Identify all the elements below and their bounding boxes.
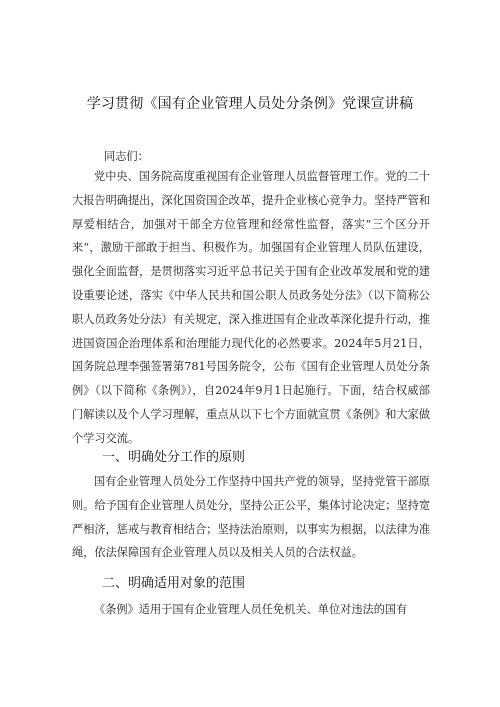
document-title: 学习贯彻《国有企业管理人员处分条例》党课宣讲稿	[86, 96, 414, 112]
section-heading-1: 一、明确处分工作的原则	[102, 450, 246, 465]
paragraph-scope	[72, 598, 430, 622]
paragraph-intro	[72, 165, 430, 451]
paragraph-principles	[72, 470, 430, 565]
section-heading-2: 二、明确适用对象的范围	[102, 576, 246, 591]
paragraph-intro-text: 党中央、国务院高度重视国有企业管理人员监督管理工作。党的二十大报告明确提出，深化国资国企改革，提升企业核心竞争力。坚持严管和厚爱相结合，加强对干部全方位管理和经常性监督，落实“三个区分开来“，激励干部敢于担当、积极作为。加强国有企业管理人员队伍建设，强化全面监督，是贯彻落实习近平总书记关于国有企业改革发展和党的建设重要论述，落实《中华人民共和国公职人员政务处分法》（以下简称公职人员政务处分法）有关规定，深入推进国有企业改革深化提升行动，推进国资国企治理体系和治理能力现代化的必然要求。2024年5月21日，国务院总理李强签署第781号国务院令，公布《国有企业管理人员处分条例》（以下简称《条例》），自2024年9月1日起施行。下面，结合权威部门解读以及个人学习理解，重点从以下七个方面就宣贯《条例》和大家做个学习交流。	[72, 170, 431, 445]
salutation: 同志们：	[104, 150, 149, 163]
paragraph-principles-text: 国有企业管理人员处分工作坚持中国共产党的领导，坚持党管干部原则。给予国有企业管理人员处分，坚持公正公平，集体讨论决定；坚持宽严相济，惩戒与教育相结合；坚持法治原则，以事实为根据，以法律为准绳，依法保障国有企业管理人员以及相关人员的合法权益。	[72, 475, 431, 560]
paragraph-scope-text: 《条例》适用于国有企业管理人员任免机关、单位对违法的国有	[94, 603, 408, 616]
